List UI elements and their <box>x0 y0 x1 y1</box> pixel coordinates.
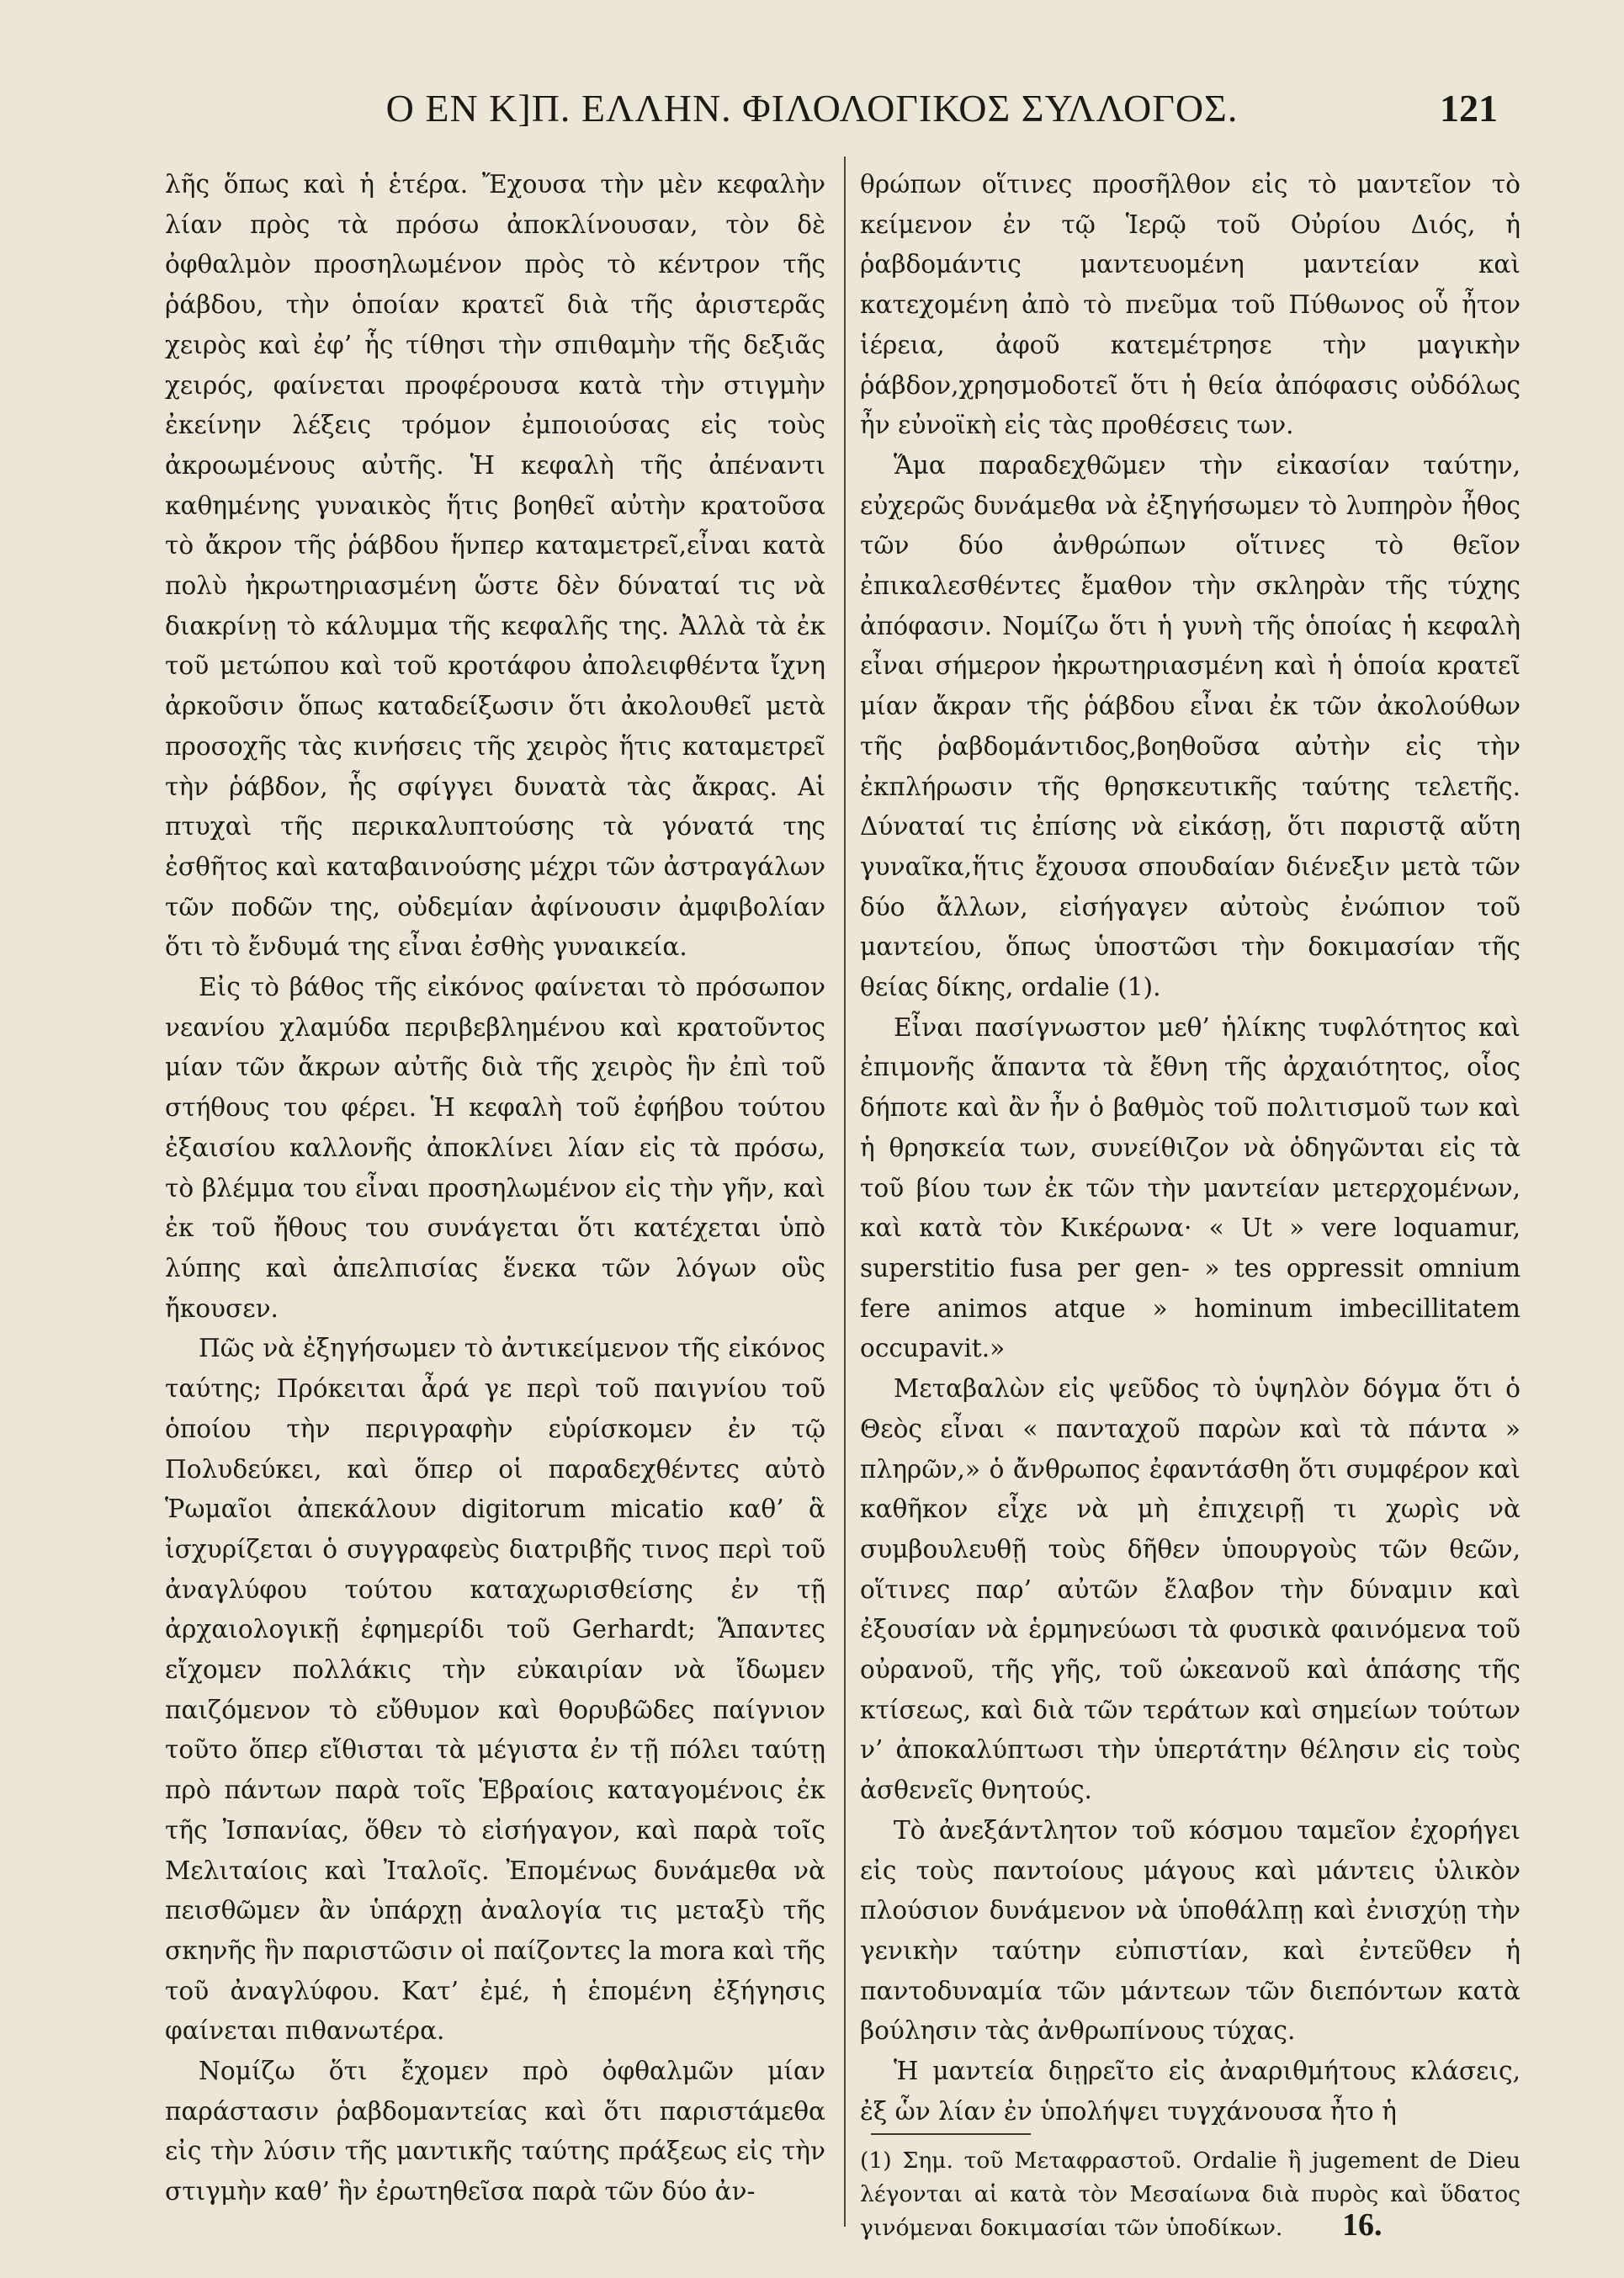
header-title: Ο ΕΝ Κ]Π. ΕΛΛΗΝ. ΦΙΛΟΛΟΓΙΚΟΣ ΣΥΛΛΟΓΟΣ. <box>385 87 1239 130</box>
footnote: (1) Σημ. τοῦ Μεταφραστοῦ. Ordalie ἢ jugement de Dieu λέγονται αἱ κατὰ τὸν Μεσαίωνα διὰ πυρὸς καὶ ὕδατος γινόμεναι δοκιμασίαι τῶν ὑποδίκων. <box>860 2148 1521 2241</box>
paragraph: λῆς ὅπως καὶ ἡ ἑτέρα. Ἔχουσα τὴν μὲν κεφαλὴν λίαν πρὸς τὰ πρόσω ἀποκλίνουσαν, τὸν δὲ ὀφθαλμὸν προσηλωμένον πρὸς τὸ κέντρον τῆς ῥάβδου, τὴν ὁποίαν κρατεῖ διὰ τῆς ἀριστερᾶς χειρὸς καὶ ἐφ’ ἧς τίθησι τὴν σπιθαμὴν τῆς δεξιᾶς χειρός, φαίνεται προφέρουσα κατὰ τὴν στιγμὴν ἐκείνην λέξεις τρόμον ἐμποιούσας εἰς τοὺς ἀκροωμένους αὐτῆς. Ἡ κεφαλὴ τῆς ἀπέναντι καθημένης γυναικὸς ἥτις βοηθεῖ αὐτὴν κρατοῦσα τὸ ἄκρον τῆς ῥάβδου ἥνπερ καταμετρεῖ,εἶναι κατὰ πολὺ ἠκρωτηριασμένη ὥστε δὲν δύναταί τις νὰ διακρίνῃ τὸ κάλυμμα τῆς κεφαλῆς της. Ἀλλὰ τὰ ἐκ τοῦ μετώπου καὶ τοῦ κροτάφου ἀπολειφθέντα ἴχνη ἀρκοῦσιν ὅπως καταδείξωσιν ὅτι ἀκολουθεῖ μετὰ προσοχῆς τὰς κινήσεις τῆς χειρὸς ἥτις καταμετρεῖ τὴν ῥάβδον, ἧς σφίγγει δυνατὰ τὰς ἄκρας. Αἱ πτυχαὶ τῆς περικαλυπτούσης τὰ γόνατά της ἐσθῆτος καὶ καταβαινούσης μέχρι τῶν ἀστραγάλων τῶν ποδῶν της, οὐδεμίαν ἀφίνουσιν ἀμφιβολίαν ὅτι τὸ ἔνδυμά της εἶναι ἐσθὴς γυναικεία. <box>165 170 825 962</box>
left-column <box>165 165 825 2212</box>
paragraph: Ἡ μαντεία διῃρεῖτο εἰς ἀναριθμήτους κλάσεις, ἐξ ὧν λίαν ἐν ὑπολήψει τυγχάνουσα ἦτο ἡ <box>860 2057 1521 2126</box>
paragraph: Μεταβαλὼν εἰς ψεῦδος τὸ ὑψηλὸν δόγμα ὅτι ὁ Θεὸς εἶναι « πανταχοῦ παρὼν καὶ τὰ πάντα » πληρῶν,» ὁ ἄνθρωπος ἐφαντάσθη ὅτι συμφέρον καὶ καθῆκον εἶχε νὰ μὴ ἐπιχειρῇ τι χωρὶς νὰ συμβουλευθῇ τοὺς δῆθεν ὑπουργοὺς τῶν θεῶν, οἵτινες παρ’ αὐτῶν ἔλαβον τὴν δύναμιν καὶ ἐξουσίαν νὰ ἑρμηνεύωσι τὰ φυσικὰ φαινόμενα τοῦ οὐρανοῦ, τῆς γῆς, τοῦ ὠκεανοῦ καὶ ἁπάσης τῆς κτίσεως, καὶ διὰ τῶν τεράτων καὶ σημείων τούτων ν’ ἀποκαλύπτωσι τὴν ὑπερτάτην θέλησιν εἰς τοὺς ἀσθενεῖς θνητούς. <box>860 1374 1521 1805</box>
column-divider <box>844 157 846 2227</box>
paragraph: Εἶναι πασίγνωστον μεθ’ ἡλίκης τυφλότητος καὶ ἐπιμονῆς ἅπαντα τὰ ἔθνη τῆς ἀρχαιότητος, οἷος δήποτε καὶ ἂν ἦν ὁ βαθμὸς τοῦ πολιτισμοῦ των καὶ ἡ θρησκεία των, συνείθιζον νὰ ὁδηγῶνται εἰς τὰ τοῦ βίου των ἐκ τῶν τὴν μαντείαν μετερχομένων, καὶ κατὰ τὸν Κικέρωνα· « Ut » vere loquamur, superstitio fusa per gen- » tes oppressit omnium fere animos atque » hominum imbecillitatem occupavit.» <box>860 1012 1521 1363</box>
paragraph: Πῶς νὰ ἐξηγήσωμεν τὸ ἀντικείμενον τῆς εἰκόνος ταύτης; Πρόκειται ἆρά γε περὶ τοῦ παιγνίου τοῦ ὁποίου τὴν περιγραφὴν εὑρίσκομεν ἐν τῷ Πολυδεύκει, καὶ ὅπερ οἱ παραδεχθέντες αὐτὸ Ῥωμαῖοι ἀπεκάλουν digitorum micatio καθ’ ἃ ἰσχυρίζεται ὁ συγγραφεὺς διατριβῆς τινος περὶ τοῦ ἀναγλύφου τούτου καταχωρισθείσης ἐν τῇ ἀρχαιολογικῇ ἐφημερίδι τοῦ Gerhardt; Ἅπαντες εἴχομεν πολλάκις τὴν εὐκαιρίαν νὰ ἴδωμεν παιζόμενον τὸ εὔθυμον καὶ θορυβῶδες παίγνιον τοῦτο ὅπερ εἴθισται τὰ μέγιστα ἐν τῇ πόλει ταύτῃ πρὸ πάντων παρὰ τοῖς Ἑβραίοις καταγομένοις ἐκ τῆς Ἰσπανίας, ὅθεν τὸ εἰσήγαγον, καὶ παρὰ τοῖς Μελιταίοις καὶ Ἰταλοῖς. Ἐπομένως δυνάμεθα νὰ πεισθῶμεν ἂν ὑπάρχῃ ἀναλογία τις μεταξὺ τῆς σκηνῆς ἣν παριστῶσιν οἱ παίζοντες la mora καὶ τῆς τοῦ ἀναγλύφου. Κατ’ ἐμέ, ἡ ἑπομένη ἐξήγησις φαίνεται πιθανωτέρα. <box>165 1334 825 2046</box>
paragraph: Εἰς τὸ βάθος τῆς εἰκόνος φαίνεται τὸ πρόσωπον νεανίου χλαμύδα περιβεβλημένου καὶ κρατοῦντος μίαν τῶν ἄκρων αὐτῆς διὰ τῆς χειρὸς ἣν ἐπὶ τοῦ στήθους του φέρει. Ἡ κεφαλὴ τοῦ ἐφήβου τούτου ἐξαισίου καλλονῆς ἀποκλίνει λίαν εἰς τὰ πρόσω, τὸ βλέμμα του εἶναι προσηλωμένον εἰς τὴν γῆν, καὶ ἐκ τοῦ ἤθους του συνάγεται ὅτι κατέχεται ὑπὸ λύπης καὶ ἀπελπισίας ἕνεκα τῶν λόγων οὓς ἤκουσεν. <box>165 973 825 1323</box>
signature-mark: 16. <box>1342 2207 1383 2243</box>
paragraph: Ἅμα παραδεχθῶμεν τὴν εἰκασίαν ταύτην, εὐχερῶς δυνάμεθα νὰ ἐξηγήσωμεν τὸ λυπηρὸν ἦθος τῶν δύο ἀνθρώπων οἵτινες τὸ θεῖον ἐπικαλεσθέντες ἔμαθον τὴν σκληρὰν τῆς τύχης ἀπόφασιν. Νομίζω ὅτι ἡ γυνὴ τῆς ὁποίας ἡ κεφαλὴ εἶναι σήμερον ἠκρωτηριασμένη καὶ ἡ ὁποία κρατεῖ μίαν ἄκραν τῆς ῥάβδου εἶναι ἐκ τῶν ἀκολούθων τῆς ῥαβδομάντιδος,βοηθοῦσα αὐτὴν εἰς τὴν ἐκπλήρωσιν τῆς θρησκευτικῆς ταύτης τελετῆς. Δύναταί τις ἐπίσης νὰ εἰκάσῃ, ὅτι παριστᾷ αὕτη γυναῖκα,ἥτις ἔχουσα σπουδαίαν διένεξιν μετὰ τῶν δύο ἄλλων, εἰσήγαγεν αὐτοὺς ἐνώπιον τοῦ μαντείου, ὅπως ὑποστῶσι τὴν δοκιμασίαν τῆς θείας δίκης, ordalie (1). <box>860 450 1521 1002</box>
right-column <box>860 165 1521 2132</box>
paragraph: Νομίζω ὅτι ἔχομεν πρὸ ὀφθαλμῶν μίαν παράστασιν ῥαβδομαντείας καὶ ὅτι παριστάμεθα εἰς τὴν λύσιν τῆς μαντικῆς ταύτης πράξεως εἰς τὴν στιγμὴν καθ’ ἣν ἐρωτηθεῖσα παρὰ τῶν δύο ἀν- <box>165 2057 825 2206</box>
footnote-divider <box>871 2133 1031 2135</box>
paragraph: θρώπων οἵτινες προσῆλθον εἰς τὸ μαντεῖον τὸ κείμενον ἐν τῷ Ἱερῷ τοῦ Οὐρίου Διός, ἡ ῥαβδομάντις μαντευομένη μαντείαν καὶ κατεχομένη ἀπὸ τὸ πνεῦμα τοῦ Πύθωνος οὗ ἦτον ἱέρεια, ἀφοῦ κατεμέτρησε τὴν μαγικὴν ῥάβδον,χρησμοδοτεῖ ὅτι ἡ θεία ἀπόφασις οὐδόλως ἦν εὐνοϊκὴ εἰς τὰς προθέσεις των. <box>860 170 1521 440</box>
page-number: 121 <box>1440 87 1498 130</box>
running-header <box>0 81 1624 140</box>
paragraph: Τὸ ἀνεξάντλητον τοῦ κόσμου ταμεῖον ἐχορήγει εἰς τοὺς παντοίους μάγους καὶ μάντεις ὑλικὸν πλούσιον δυνάμενον νὰ ὑποθάλπῃ καὶ ἐνισχύῃ τὴν γενικὴν ταύτην εὐπιστίαν, καὶ ἐντεῦθεν ἡ παντοδυναμία τῶν μάντεων τῶν διεπόντων κατὰ βούλησιν τὰς ἀνθρωπίνους τύχας. <box>860 1815 1521 2046</box>
